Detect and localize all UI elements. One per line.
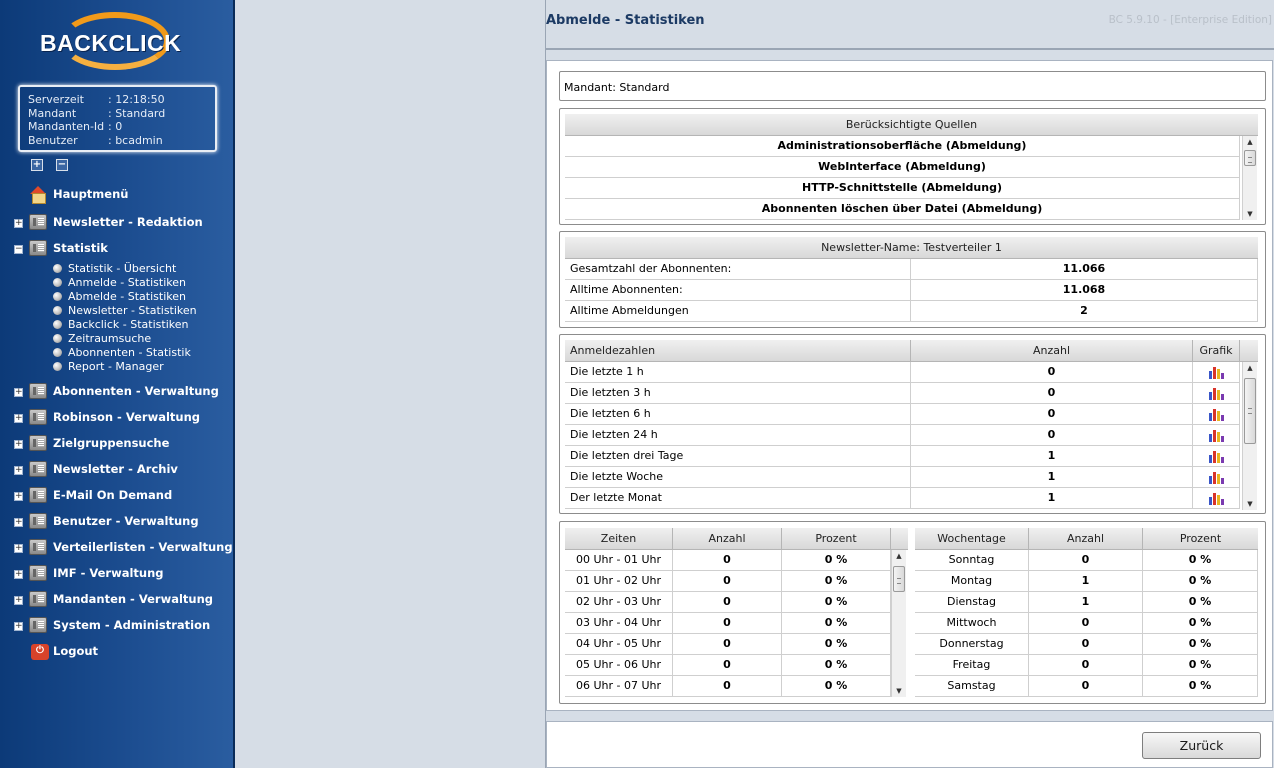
expand-icon[interactable]: + [15,218,23,228]
folder-icon [29,487,47,503]
info-value: : Standard [108,106,166,120]
newsletter-header: Newsletter-Name: Testverteiler 1 [565,237,1258,259]
back-button[interactable]: Zurück [1142,732,1261,759]
newsletter-label: Alltime Abmeldungen [565,301,911,322]
wochentag-label: Sonntag [915,550,1029,571]
zeit-prozent: 0 % [782,676,891,697]
zeit-anzahl: 0 [673,613,782,634]
power-icon: ⏻ [31,644,49,660]
quellen-scrollbar[interactable] [1242,136,1257,220]
anmeldezahlen-rows [565,362,1258,509]
footer-bar [546,721,1273,768]
nav-sub-label: Report - Manager [68,360,164,373]
folder-open-icon [29,240,47,256]
zeiten-table [565,528,908,697]
bullet-icon [53,348,62,357]
grafik-cell [1193,425,1240,446]
expand-all-button[interactable]: + [32,159,42,170]
wochentag-anzahl: 1 [1029,571,1143,592]
zeit-anzahl: 0 [673,634,782,655]
version-label: BC 5.9.10 - [Enterprise Edition] [1108,14,1272,26]
wochentag-anzahl: 0 [1029,613,1143,634]
nav-label: Newsletter - Redaktion [53,215,203,229]
expand-icon[interactable]: + [15,595,23,605]
table-row [565,634,908,655]
scroll-thumb[interactable] [893,566,905,592]
anmeldezahlen-table [565,340,1258,509]
folder-icon [29,539,47,555]
zeit-prozent: 0 % [782,655,891,676]
newsletter-value: 2 [911,301,1258,322]
bar-chart-icon[interactable] [1208,491,1225,505]
bar-chart-icon-bar [1213,493,1216,505]
bar-chart-icon[interactable] [1208,470,1225,484]
bar-chart-icon-bar [1209,497,1212,505]
table-row [565,655,908,676]
zeit-label: 04 Uhr - 05 Uhr [565,634,673,655]
nav-imf-verwaltung[interactable] [0,564,235,584]
table-row [565,446,1258,467]
scroll-up-icon[interactable]: ▲ [896,552,902,560]
wochentage-table [915,528,1258,697]
wochentag-prozent: 0 % [1143,634,1258,655]
nav-label: IMF - Verwaltung [53,566,164,580]
table-row [565,676,908,697]
expand-icon[interactable]: + [15,413,23,423]
col-header: Grafik [1193,340,1240,361]
bar-chart-icon-bar [1217,453,1220,463]
grafik-cell [1193,467,1240,488]
newsletter-table [565,237,1258,322]
bar-chart-icon[interactable] [1208,449,1225,463]
folder-icon [29,435,47,451]
folder-icon [29,617,47,633]
nav-label: Hauptmenü [53,187,129,201]
nav-newsletter-archiv[interactable] [0,460,235,480]
nav-label: Abonnenten - Verwaltung [53,384,219,398]
table-row [565,613,908,634]
zeit-prozent: 0 % [782,550,891,571]
anmelde-label: Die letzte Woche [565,467,911,488]
bar-chart-icon-bar [1217,411,1220,421]
sidebar [0,0,235,768]
bar-chart-icon-bar [1221,478,1224,484]
scroll-up-icon[interactable]: ▲ [1247,364,1253,372]
nav-label: Verteilerlisten - Verwaltung [53,540,233,554]
zeit-anzahl: 0 [673,550,782,571]
quellen-panel [559,108,1266,225]
folder-icon [29,565,47,581]
bar-chart-icon-bar [1213,451,1216,463]
anmelde-value: 1 [911,467,1193,488]
nav-label: Robinson - Verwaltung [53,410,201,424]
nav-sub-anmelde-statistiken[interactable] [53,276,233,290]
nav-abonnenten-verwaltung[interactable] [0,382,235,402]
wochentag-anzahl: 0 [1029,676,1143,697]
wochentag-prozent: 0 % [1143,613,1258,634]
zeiten-header [565,528,908,550]
table-row [565,280,1258,301]
table-row [915,592,1258,613]
bullet-icon [53,292,62,301]
bar-chart-icon-bar [1209,371,1212,379]
bullet-icon [53,334,62,343]
table-row [915,613,1258,634]
table-row [565,571,908,592]
col-header: Zeiten [565,528,673,549]
bar-chart-icon-bar [1217,390,1220,400]
wochentag-prozent: 0 % [1143,655,1258,676]
bar-chart-icon[interactable] [1208,386,1225,400]
nav-sub-label: Statistik - Übersicht [68,262,177,275]
wochentage-header [915,528,1258,550]
grafik-cell [1193,446,1240,467]
nav-sub-label: Zeitraumsuche [68,332,152,345]
zeit-prozent: 0 % [782,613,891,634]
wochentag-label: Montag [915,571,1029,592]
table-row [915,676,1258,697]
wochentag-anzahl: 0 [1029,655,1143,676]
table-row [565,467,1258,488]
anmelde-label: Der letzte Monat [565,488,911,509]
nav-system-administration[interactable] [0,616,235,636]
zeit-label: 00 Uhr - 01 Uhr [565,550,673,571]
newsletter-label: Gesamtzahl der Abonnenten: [565,259,911,280]
tree-controls [31,159,68,171]
nav-mandanten-verwaltung[interactable] [0,590,235,610]
bar-chart-icon-bar [1221,415,1224,421]
zeit-prozent: 0 % [782,571,891,592]
folder-icon [29,383,47,399]
quellen-row: HTTP-Schnittstelle (Abmeldung) [565,178,1240,199]
folder-icon [29,591,47,607]
wochentag-label: Samstag [915,676,1029,697]
nav-logout[interactable] [0,642,235,662]
table-row [915,634,1258,655]
nav-sub-label: Backclick - Statistiken [68,318,189,331]
nav-sub-backclick-statistiken[interactable] [53,318,233,332]
mandant-label: Mandant: Standard [564,81,670,94]
table-row [565,488,1258,509]
bar-chart-icon-bar [1209,455,1212,463]
wochentag-prozent: 0 % [1143,592,1258,613]
anmelde-value: 0 [911,362,1193,383]
bar-chart-icon[interactable] [1208,365,1225,379]
quellen-header: Berücksichtigte Quellen [565,114,1258,136]
newsletter-panel [559,231,1266,328]
nav-label: System - Administration [53,618,211,632]
info-key: Benutzer [28,133,78,147]
zeiten-scrollbar[interactable] [891,550,906,697]
bar-chart-icon[interactable] [1208,407,1225,421]
table-row [915,655,1258,676]
nav-sub-newsletter-statistiken[interactable] [53,304,233,318]
newsletter-value: 11.068 [911,280,1258,301]
nav-label: E-Mail On Demand [53,488,173,502]
zeit-anzahl: 0 [673,592,782,613]
nav-sub-statistik-uebersicht[interactable] [53,262,233,276]
wochentag-prozent: 0 % [1143,676,1258,697]
wochentag-label: Mittwoch [915,613,1029,634]
bar-chart-icon[interactable] [1208,428,1225,442]
content-panel [546,60,1273,711]
grafik-cell [1193,404,1240,425]
folder-icon [29,214,47,230]
newsletter-label: Alltime Abonnenten: [565,280,911,301]
bar-chart-icon-bar [1209,413,1212,421]
bar-chart-icon-bar [1209,392,1212,400]
bar-chart-icon-bar [1217,474,1220,484]
anmelde-value: 1 [911,446,1193,467]
nav-robinson-verwaltung[interactable] [0,408,235,428]
bullet-icon [53,320,62,329]
nav-label: Statistik [53,241,108,255]
expand-icon[interactable]: + [15,569,23,579]
wochentag-anzahl: 0 [1029,550,1143,571]
bar-chart-icon-bar [1213,388,1216,400]
info-key: Mandanten-Id [28,120,105,133]
table-row [565,550,908,571]
bar-chart-icon-bar [1213,430,1216,442]
nav-sub-report-manager[interactable] [53,360,233,374]
scroll-thumb[interactable] [1244,150,1256,166]
table-row [565,301,1258,322]
nav-hauptmenu[interactable] [0,185,235,205]
scroll-down-icon[interactable]: ▼ [1247,500,1253,508]
info-value: : 0 [108,120,123,133]
bullet-icon [53,306,62,315]
bar-chart-icon-bar [1221,373,1224,379]
anmeldezahlen-header [565,340,1258,362]
scroll-up-icon[interactable]: ▲ [1247,138,1253,146]
zeit-label: 06 Uhr - 07 Uhr [565,676,673,697]
quellen-row: Abonnenten löschen über Datei (Abmeldung) [565,199,1240,220]
table-row [565,404,1258,425]
scroll-down-icon[interactable]: ▼ [896,687,902,695]
info-row [28,93,215,107]
zeit-anzahl: 0 [673,655,782,676]
wochentag-prozent: 0 % [1143,571,1258,592]
nav-sub-label: Abonnenten - Statistik [68,346,191,359]
zeiten-panel [559,521,1266,704]
info-row [28,134,215,148]
nav-sub-zeitraumsuche[interactable] [53,332,233,346]
collapse-icon[interactable]: − [15,244,23,254]
expand-icon[interactable]: + [15,439,23,449]
nav-email-on-demand[interactable] [0,486,235,506]
zeiten-rows [565,550,908,697]
bar-chart-icon-bar [1213,367,1216,379]
logo-text: BACKCLICK [40,30,182,56]
mandant-box [559,71,1266,101]
nav-sub-abmelde-statistiken[interactable] [53,290,233,304]
backclick-logo[interactable] [38,12,198,72]
nav-sub-label: Anmelde - Statistiken [68,276,186,289]
anmelde-value: 0 [911,425,1193,446]
anmelde-label: Die letzten drei Tage [565,446,911,467]
nav-statistik[interactable] [0,239,235,259]
quellen-table [565,114,1258,220]
bar-chart-icon-bar [1221,499,1224,505]
bullet-icon [53,264,62,273]
info-key: Serverzeit [28,93,84,106]
expand-icon[interactable]: + [15,621,23,631]
zeit-label: 02 Uhr - 03 Uhr [565,592,673,613]
anmelde-label: Die letzten 3 h [565,383,911,404]
page-title: Abmelde - Statistiken [546,13,705,28]
main-area [235,0,1274,768]
zeit-prozent: 0 % [782,592,891,613]
wochentag-anzahl: 1 [1029,592,1143,613]
info-key: Mandant [28,106,77,120]
bullet-icon [53,278,62,287]
scroll-thumb[interactable] [1244,378,1256,444]
zeit-label: 01 Uhr - 02 Uhr [565,571,673,592]
bullet-icon [53,362,62,371]
col-header: Anzahl [673,528,782,549]
wochentag-label: Donnerstag [915,634,1029,655]
zeit-label: 03 Uhr - 04 Uhr [565,613,673,634]
zeit-anzahl: 0 [673,571,782,592]
col-header: Anzahl [1029,528,1143,549]
nav-sub-label: Abmelde - Statistiken [68,290,186,303]
expand-icon[interactable]: + [15,465,23,475]
grafik-cell [1193,383,1240,404]
col-header: Wochentage [915,528,1029,549]
folder-icon [29,409,47,425]
wochentag-label: Freitag [915,655,1029,676]
bar-chart-icon-bar [1217,495,1220,505]
nav-zielgruppensuche[interactable] [0,434,235,454]
scroll-down-icon[interactable]: ▼ [1247,210,1253,218]
table-row [565,425,1258,446]
nav-label: Newsletter - Archiv [53,462,178,476]
anmelde-value: 1 [911,488,1193,509]
bar-chart-icon-bar [1221,457,1224,463]
table-row [565,362,1258,383]
wochentag-prozent: 0 % [1143,550,1258,571]
anmelde-value: 0 [911,383,1193,404]
table-row [565,383,1258,404]
anmelde-label: Die letzte 1 h [565,362,911,383]
home-icon [29,186,47,202]
col-header: Prozent [1179,532,1222,545]
quellen-row: Administrationsoberfläche (Abmeldung) [565,136,1240,157]
expand-icon[interactable]: + [15,543,23,553]
grafik-cell [1193,362,1240,383]
grafik-cell [1193,488,1240,509]
bar-chart-icon-bar [1217,369,1220,379]
anmeldezahlen-scrollbar[interactable] [1242,362,1257,510]
expand-icon[interactable]: + [15,387,23,397]
nav-label: Zielgruppensuche [53,436,170,450]
info-row [28,107,215,121]
expand-icon[interactable]: + [15,517,23,527]
bar-chart-icon-bar [1217,432,1220,442]
folder-icon [29,513,47,529]
bar-chart-icon-bar [1221,394,1224,400]
nav-newsletter-redaktion[interactable] [0,213,235,233]
zeit-label: 05 Uhr - 06 Uhr [565,655,673,676]
bar-chart-icon-bar [1221,436,1224,442]
expand-icon[interactable]: + [15,491,23,501]
nav-sub-label: Newsletter - Statistiken [68,304,197,317]
table-row [565,259,1258,280]
bar-chart-icon-bar [1209,434,1212,442]
wochentag-label: Dienstag [915,592,1029,613]
bar-chart-icon-bar [1213,409,1216,421]
info-value: : 12:18:50 [108,93,165,106]
anmelde-label: Die letzten 24 h [565,425,911,446]
info-value: : bcadmin [108,133,163,147]
table-row [915,571,1258,592]
wochentag-anzahl: 0 [1029,634,1143,655]
col-header: Anmeldezahlen [565,340,911,361]
divider [546,48,1274,50]
nav-label: Mandanten - Verwaltung [53,592,214,606]
server-info-box [18,85,217,152]
table-row [565,592,908,613]
nav-sub-abonnenten-statistik[interactable] [53,346,233,360]
nav-label: Benutzer - Verwaltung [53,514,199,528]
bar-chart-icon-bar [1213,472,1216,484]
nav-label: Logout [53,644,99,658]
wochentage-rows [915,550,1258,697]
anmelde-value: 0 [911,404,1193,425]
quellen-row: WebInterface (Abmeldung) [565,157,1240,178]
bar-chart-icon-bar [1209,476,1212,484]
col-header: Anzahl [911,340,1193,361]
zeit-prozent: 0 % [782,634,891,655]
col-header: Prozent [782,528,891,549]
table-row [915,550,1258,571]
newsletter-value: 11.066 [911,259,1258,280]
anmelde-label: Die letzten 6 h [565,404,911,425]
nav-verteilerlisten-verwaltung[interactable] [0,538,235,558]
nav-benutzer-verwaltung[interactable] [0,512,235,532]
anmeldezahlen-panel [559,334,1266,514]
info-row [28,120,215,134]
folder-icon [29,461,47,477]
zeit-anzahl: 0 [673,676,782,697]
collapse-all-button[interactable]: − [57,159,67,170]
